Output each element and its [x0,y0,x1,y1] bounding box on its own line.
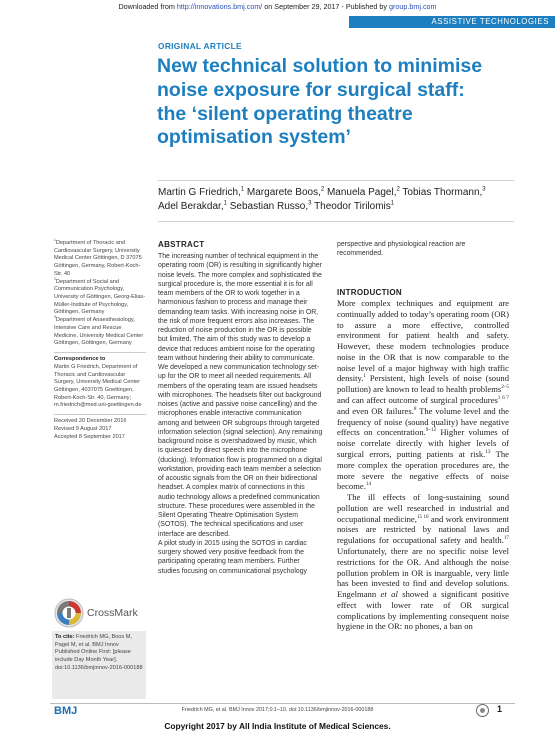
reference-mark: 15 16 [416,513,429,520]
download-middle: on September 29, 2017 - Published by [262,2,389,11]
reference-mark: 1 [363,373,366,380]
author-name: Margarete Boos, [244,187,321,198]
reference-mark: 9–12 [425,427,437,434]
copyright-notice: Copyright 2017 by All India Institute of Medical Sciences. [164,721,391,731]
sidebar-divider [54,352,146,353]
author-name: Manuela Pagel, [324,187,397,198]
author-name: Theodor Tirilomis [311,200,391,212]
affiliation-text: Department of Thoracic and Cardiovascular Surgery, University Medical Center Göttingen, D 37075 Göttingen, Germany, Robert-Koch-Str. 40 [54,240,142,277]
italic-run: et al [380,589,398,600]
text-run: and work environment noises are restricted by national laws and regulations for occupational safety and health. [337,513,509,546]
intro-paragraph [337,298,509,492]
affiliation-text: Department of Anaesthesiology, Intensive Care and Rescue Medicine, University Medical Center Göttingen, Göttingen, Germany [54,317,144,347]
abstract-heading: ABSTRACT [158,240,205,249]
affiliation-number: 3 [54,315,56,320]
text-run: showed a significant positive effect with lower rate of OR surgical complications by implementing consequent noise hygiene in the OR: no phones, a ban on [337,589,509,632]
download-prefix: Downloaded from [118,2,177,11]
institution-seal-icon [476,704,489,717]
text-run: and can affect outcome of surgical procedures [337,395,498,406]
section-banner: ASSISTIVE TECHNOLOGIES [349,16,555,28]
author-affiliation-mark: 1 [223,200,227,207]
correspondence-label: Correspondence to [54,356,106,363]
crossmark-icon [54,598,84,628]
download-url-link[interactable]: http://innovations.bmj.com/ [176,2,263,11]
affiliation-list [54,240,146,348]
text-run: and even OR failures. [337,405,414,416]
affiliation-number: 2 [54,276,56,281]
author-affiliation-mark: 3 [308,200,312,207]
affiliations-panel [54,240,146,441]
correspondence-text: Martin G Friedrich, Department of Thoracic and Cardiovascular Surgery, University Medical Center Göttingen, 4037075 Goettingen, Robert-Koch-Str. 40, Germany; m.friedrich@med.uni-goettingen.de [54,363,142,409]
download-notice [0,2,555,11]
text-run: The ill effects of long-sustaining sound pollution are well researched in industrial and occupational medicine, [337,492,509,524]
publisher-link[interactable]: group.bmj.com [388,2,437,11]
bmj-logo: BMJ [54,705,78,717]
reference-mark: 1 6 7 [497,395,509,402]
text-run: Higher volumes of noise correlate directly with higher levels of surgical errors, putting patients at risk. [337,427,509,459]
author-name: Adel Berakdar, [158,200,224,212]
history-date: Revised 9 August 2017 [54,425,112,432]
page-number: 1 [497,704,503,714]
affiliation [54,240,146,279]
author-name: Tobias Thormann, [399,187,483,198]
author-affiliation-mark: 1 [240,186,245,193]
author-name: Sebastian Russo, [226,200,309,212]
affiliation [54,276,146,318]
citation-label: To cite: [55,634,75,640]
text-run: More complex techniques and equipment are continually added to today’s operating room (OR) to assure a more effective, controlled environment for patient health and safety. However, these modern technologies produce noise in the OR that is now comparable to the noise level of a major highway with high traffic density. [337,298,509,384]
article-type: ORIGINAL ARTICLE [158,41,242,51]
abstract-paragraph: A pilot study in 2015 using the SOTOS in cardiac surgery showed very positive feedback from the participating operating team members. Further studies focusing on communicational psychology [158,539,307,575]
footer-citation: Friedrich MG, et al. BMJ Innov 2017;0:1–10. doi:10.1136/bmjinnov-2016-000188 [181,707,374,713]
abstract-continuation: perspective and physiological reaction are recommended. [337,241,466,258]
intro-paragraph [337,492,509,632]
crossmark-label: CrossMark [87,607,138,619]
title-divider [158,180,514,181]
citation-text: Friedrich MG, Boos M, Pagel M, et al. BMJ Innov Published Online First: [please include Day Month Year]. doi:10.1136/bmjinnov-2016-000188 [55,634,143,671]
author-affiliation-mark: 2 [396,186,400,193]
text-run: The more complex the operation procedures are, the more severe the negative effects of noise become. [337,448,509,492]
reference-mark: 17 [503,535,509,542]
author-name: Martin G Friedrich, [158,187,241,198]
citation-box [52,631,146,699]
footer-divider [50,703,515,704]
abstract-body [158,252,323,576]
reference-mark: 13 [485,449,491,456]
abstract-paragraph: We developed a new communication technology set-up for the OR to meet all needed requirements. All members of the operating team are issued headsets with microphones. The headsets filter out background noises (active and passive noise cancelling) and the microphones enable interactive communication among and between OR subgroups through targeted information selection (signal selection). Any remaining background noise is overshadowed by music, which is quiesced by direct speech into the microphone (ducking). Information flow is programmed on a digital workstation, providing each team member a selection of acoustic signals from the OR on their bidirectional headset. A complex matrix of connections in this audio technology allows a predefined communication structure. These procedures were assembled in the Silent Operating Theatre Optimisation System (SOTOS). The technical specifications and user interface are described. [158,364,323,538]
history-date: Received 20 December 2016 [54,418,127,425]
text-run: Persistent, high levels of noise (sound pollution) are known to lead to health problems [337,373,509,395]
reference-mark: 2–5 [501,384,509,391]
introduction-heading: INTRODUCTION [337,288,402,297]
affiliation-text: Department of Social and Communication Psychology, University of Göttingen, Georg-Elias-Müller-Institute of Psychology, Göttingen, Germany [54,278,146,316]
crossmark-badge[interactable] [54,593,146,633]
text-run: Unfortunately, there are no specific noise level restrictions for the OR. And although the noise pollution problem in OR is inarguable, very little has been invested to find and develop solutions. Engelmann [337,545,509,600]
abstract-paragraph: The increasing number of technical equipment in the operating room (OR) is resulting in significantly higher noise levels. The more complex and sophisticated the surgical procedure is, the more essential it is for all team members of the OR to work together in a harmonious fashion to process and manage their demanding team tasks. With increasing noise in OR, the risk of more frequent errors also increases. The reduction of noise production in the OR is possible but limited. The aim of this study was to develop a device that reduces ambient noise for the operating team without hindering their ability to communicate. [158,253,322,362]
affiliation-number: 1 [54,238,56,243]
author-affiliation-mark: 3 [482,186,486,193]
author-affiliation-mark: 1 [390,200,395,207]
author-affiliation-mark: 2 [320,186,325,193]
author-list [158,186,498,213]
correspondence-block [54,356,146,410]
sidebar-divider [54,414,146,415]
text-run: The volume level and the frequency of noise (sound quality) have negative effects on concentration. [337,405,509,438]
reference-mark: 14 [365,481,372,488]
dates-block [54,418,146,441]
article-title: New technical solution to minimise noise exposure for surgical staff: the ‘silent operating theatre optimisation system’ [157,55,483,149]
history-date: Accepted 8 September 2017 [54,433,125,440]
reference-mark: 8 [413,405,417,412]
author-divider [158,221,514,222]
introduction-body [337,298,509,632]
affiliation [54,317,146,348]
